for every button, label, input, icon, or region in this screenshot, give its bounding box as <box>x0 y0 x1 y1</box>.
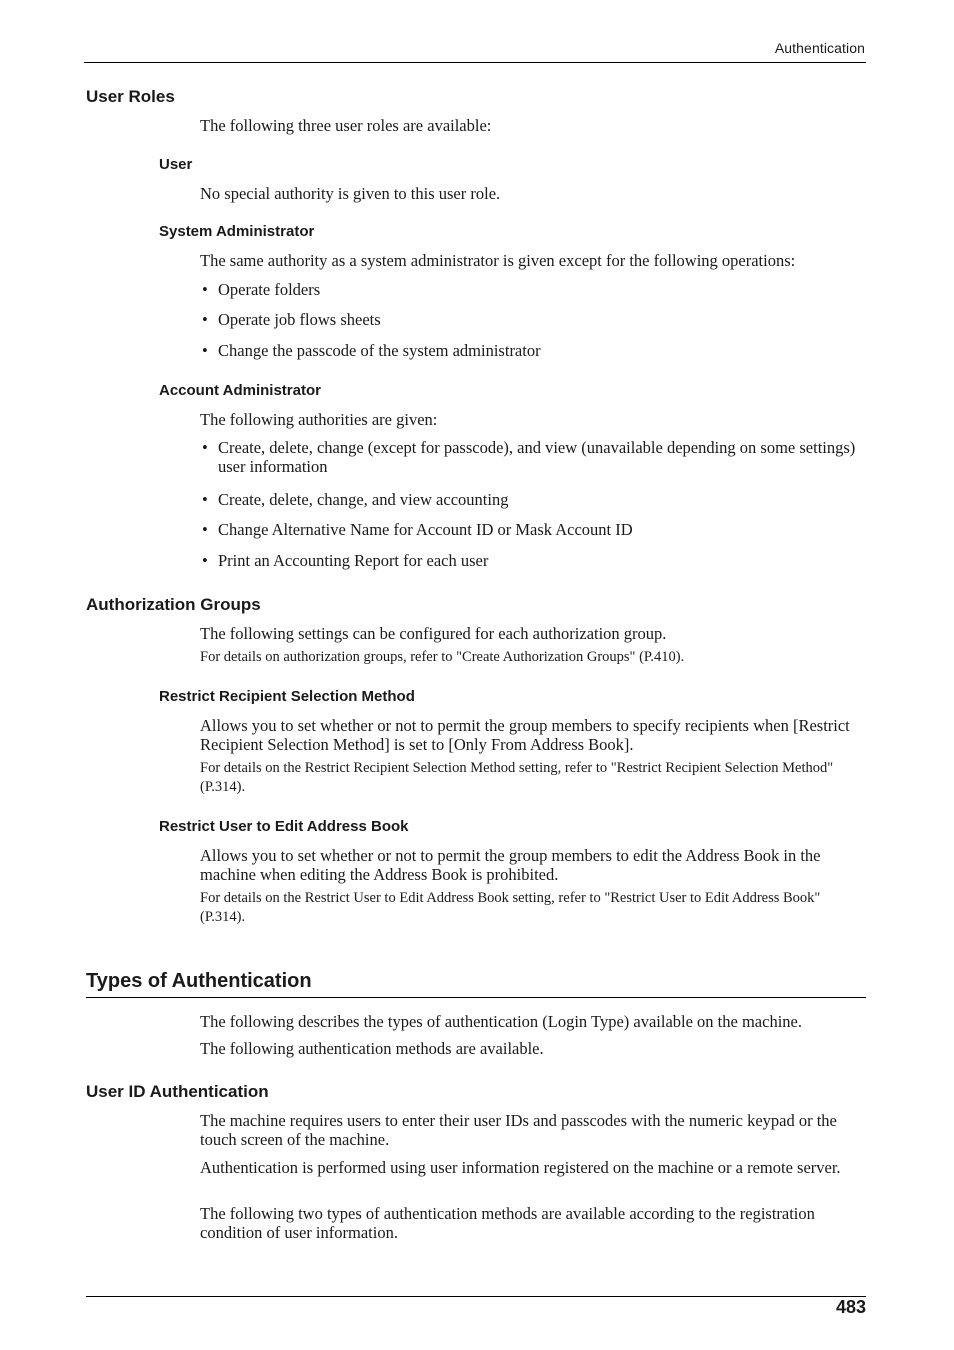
list-item: • Operate folders <box>202 280 321 299</box>
restrict-address-book-note: For details on the Restrict User to Edit Address Book setting, refer to "Restrict User to Edit Address Book" (P.314). <box>200 890 821 925</box>
list-item: • Change the passcode of the system administrator <box>202 341 541 360</box>
user-id-p2: Authentication is performed using user information registered on the machine or a remote server. <box>200 1158 841 1177</box>
restrict-recipient-note: For details on the Restrict Recipient Selection Method setting, refer to "Restrict Recipient Selection Method" (P.314). <box>200 760 834 795</box>
running-header: Authentication <box>774 40 865 56</box>
list-item: • Operate job flows sheets <box>202 310 381 329</box>
bullet-icon: • <box>202 438 208 457</box>
header-rule <box>84 62 866 63</box>
bullet-icon: • <box>202 341 208 360</box>
footer-rule <box>86 1296 866 1297</box>
authorization-groups-note: For details on authorization groups, refer to "Create Authorization Groups" (P.410). <box>200 649 685 665</box>
system-administrator-text: The same authority as a system administrator is given except for the following operations: <box>200 251 796 270</box>
authorization-groups-intro: The following settings can be configured for each authorization group. <box>200 624 667 643</box>
heading-user-roles: User Roles <box>86 87 175 106</box>
list-item: • Create, delete, change, and view accounting <box>202 490 509 509</box>
types-p2: The following authentication methods are available. <box>200 1039 544 1058</box>
page-number: 483 <box>835 1297 866 1317</box>
bullet-icon: • <box>202 280 208 299</box>
heading-restrict-address-book: Restrict User to Edit Address Book <box>159 818 409 835</box>
account-administrator-text: The following authorities are given: <box>200 410 438 429</box>
user-text: No special authority is given to this user role. <box>200 184 501 203</box>
user-id-p3: The following two types of authentication methods are available according to the registration condition of user information. <box>200 1204 815 1242</box>
heading-restrict-recipient: Restrict Recipient Selection Method <box>159 688 415 705</box>
bullet-icon: • <box>202 310 208 329</box>
restrict-recipient-text: Allows you to set whether or not to permit the group members to specify recipients when [Restrict Recipient Selection Method] is set to [Only From Address Book]. <box>200 716 850 754</box>
heading-types-of-authentication: Types of Authentication <box>86 970 312 992</box>
bullet-icon: • <box>202 490 208 509</box>
types-p1: The following describes the types of authentication (Login Type) available on the machine. <box>200 1012 802 1031</box>
bullet-icon: • <box>202 520 208 539</box>
list-item: • Change Alternative Name for Account ID or Mask Account ID <box>202 520 633 539</box>
section-rule <box>86 997 866 998</box>
heading-user-id-authentication: User ID Authentication <box>86 1082 269 1101</box>
list-item: • Print an Accounting Report for each user <box>202 551 489 570</box>
list-item: • Create, delete, change (except for passcode), and view (unavailable depending on some settings) user information <box>202 438 856 476</box>
user-roles-intro: The following three user roles are available: <box>200 116 492 135</box>
heading-authorization-groups: Authorization Groups <box>86 595 261 614</box>
user-id-p1: The machine requires users to enter their user IDs and passcodes with the numeric keypad or the touch screen of the machine. <box>200 1111 837 1149</box>
heading-system-administrator: System Administrator <box>159 223 315 240</box>
bullet-icon: • <box>202 551 208 570</box>
heading-account-administrator: Account Administrator <box>159 382 321 399</box>
restrict-address-book-text: Allows you to set whether or not to permit the group members to edit the Address Book in the machine when editing the Address Book is prohibited. <box>200 846 821 884</box>
heading-user: User <box>159 156 193 173</box>
